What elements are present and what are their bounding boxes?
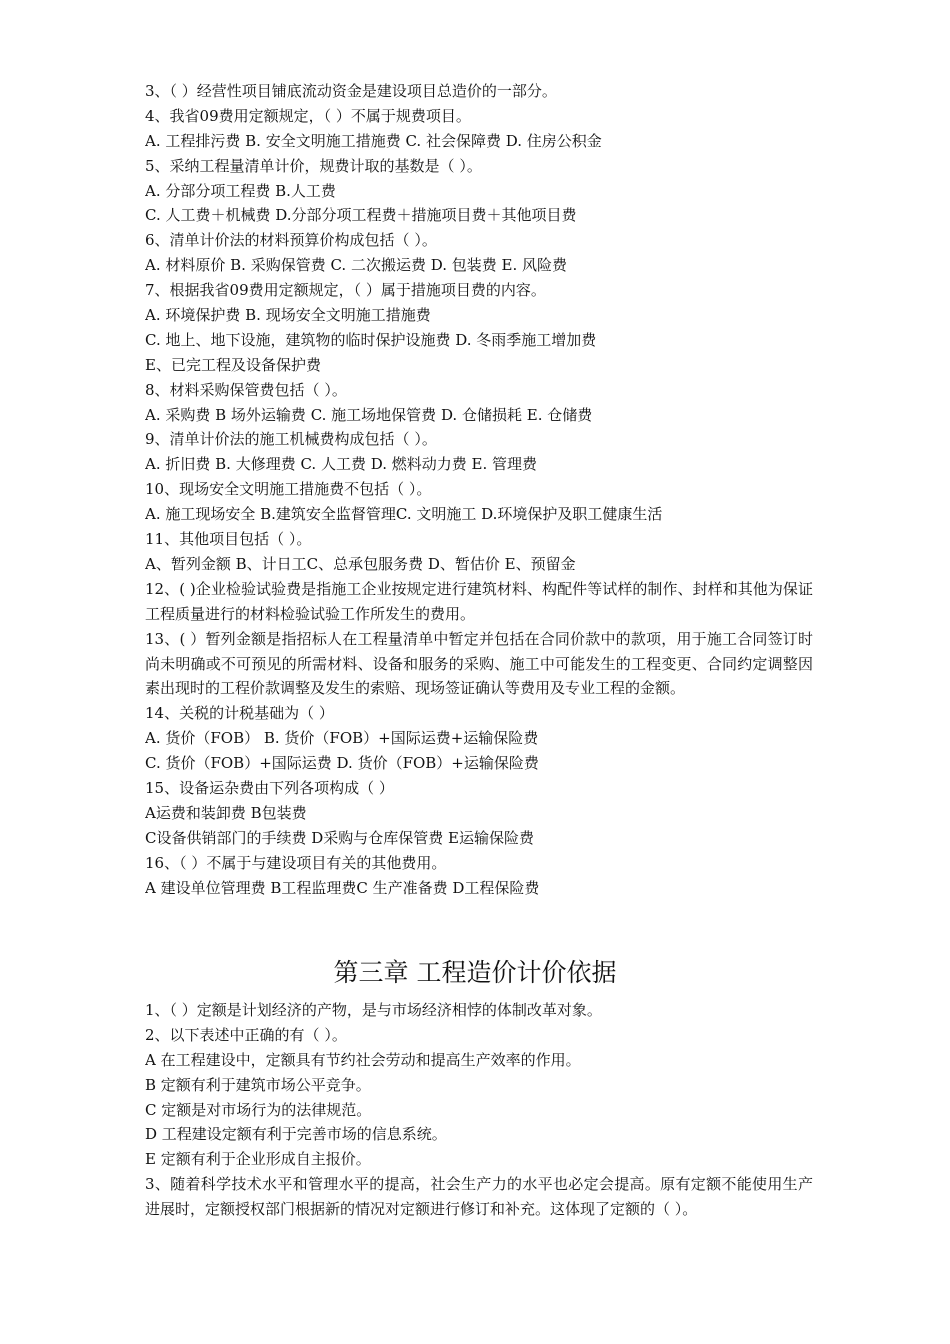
question-7-options-e: E、已完工程及设备保护费 (145, 355, 321, 374)
question-15: 15、设备运杂费由下列各项构成（ ） (145, 779, 394, 798)
question-9: 9、清单计价法的施工机械费构成包括（ ）。 (145, 430, 437, 449)
question-15-options-a: A运费和装卸费 B包装费 (145, 803, 307, 822)
question-14: 14、关税的计税基础为（ ） (145, 704, 334, 723)
question-6-options: A. 材料原价 B. 采购保管费 C. 二次搬运费 D. 包装费 E. 风险费 (145, 256, 567, 275)
question-5-options-a: A. 分部分项工程费 B.人工费 (145, 181, 336, 200)
ch3-question-2-option-e: E 定额有利于企业形成自主报价。 (145, 1150, 371, 1169)
question-7-options-a: A. 环境保护费 B. 现场安全文明施工措施费 (145, 306, 431, 325)
question-11-options: A、暂列金额 B、计日工C、总承包服务费 D、暂估价 E、预留金 (145, 554, 576, 573)
question-10: 10、现场安全文明施工措施费不包括（ ）。 (145, 480, 432, 499)
question-5-options-c: C. 人工费＋机械费 D.分部分项工程费＋措施项目费＋其他项目费 (145, 206, 577, 225)
ch3-question-2-option-b: B 定额有利于建筑市场公平竞争。 (145, 1075, 371, 1094)
question-8: 8、材料采购保管费包括（ ）。 (145, 380, 347, 399)
question-list-part2 (145, 998, 813, 1222)
question-3: 3、（ ）经营性项目铺底流动资金是建设项目总造价的一部分。 (145, 82, 557, 100)
question-9-options: A. 折旧费 B. 大修理费 C. 人工费 D. 燃料动力费 E. 管理费 (145, 455, 537, 474)
question-4: 4、我省09费用定额规定，（ ）不属于规费项目。 (145, 106, 471, 125)
question-4-options: A. 工程排污费 B. 安全文明施工措施费 C. 社会保障费 D. 住房公积金 (145, 131, 602, 150)
question-15-options-c: C设备供销部门的手续费 D采购与仓库保管费 E运输保险费 (145, 828, 534, 847)
question-16-options: A 建设单位管理费 B工程监理费C 生产准备费 D工程保险费 (145, 878, 540, 897)
question-7-options-c: C. 地上、地下设施，建筑物的临时保护设施费 D. 冬雨季施工增加费 (145, 330, 597, 349)
question-14-options-a: A. 货价（FOB） B. 货价（FOB）+国际运费+运输保险费 (145, 729, 539, 748)
question-14-options-c: C. 货价（FOB）+国际运费 D. 货价（FOB）+运输保险费 (145, 754, 539, 773)
question-16: 16、（ ）不属于与建设项目有关的其他费用。 (145, 853, 447, 872)
ch3-question-1: 1、（ ）定额是计划经济的产物，是与市场经济相悖的体制改革对象。 (145, 1001, 602, 1019)
ch3-question-2-option-d: D 工程建设定额有利于完善市场的信息系统。 (145, 1125, 447, 1144)
question-6: 6、清单计价法的材料预算价构成包括（ ）。 (145, 231, 437, 250)
ch3-question-2: 2、以下表述中正确的有（ ）。 (145, 1025, 347, 1044)
question-list-part1 (145, 79, 813, 900)
question-5: 5、采纳工程量清单计价，规费计取的基数是（ ）。 (145, 156, 482, 175)
question-10-options: A. 施工现场安全 B.建筑安全监督管理C. 文明施工 D.环境保护及职工健康生活 (145, 505, 663, 524)
ch3-question-2-option-c: C 定额是对市场行为的法律规范。 (145, 1100, 372, 1119)
ch3-question-3: 3、随着科学技术水平和管理水平的提高，社会生产力的水平也必定会提高。原有定额不能使用生产进展时，定额授权部门根据新的情况对定额进行修订和补充。这体现了定额的（ ）。 (145, 1175, 813, 1219)
chapter-title: 第三章 工程造价计价依据 (333, 958, 617, 987)
question-12: 12、( )企业检验试验费是指施工企业按规定进行建筑材料、构配件等试样的制作、封样和其他为保证工程质量进行的材料检验试验工作所发生的费用。 (145, 579, 813, 623)
question-8-options: A. 采购费 B 场外运输费 C. 施工场地保管费 D. 仓储损耗 E. 仓储费 (145, 405, 593, 424)
ch3-question-2-option-a: A 在工程建设中，定额具有节约社会劳动和提高生产效率的作用。 (145, 1050, 581, 1069)
question-13: 13、( ）暂列金额是指招标人在工程量清单中暂定并包括在合同价款中的款项，用于施工合同签订时尚未明确或不可预见的所需材料、设备和服务的采购、施工中可能发生的工程变更、合同约定调整因素出现时的工程价款调整及发生的索赔、现场签证确认等费用及专业工程的金额。 (145, 629, 813, 698)
question-7: 7、根据我省09费用定额规定，（ ）属于措施项目费的内容。 (145, 281, 546, 300)
question-11: 11、其他项目包括（ ）。 (145, 530, 312, 549)
